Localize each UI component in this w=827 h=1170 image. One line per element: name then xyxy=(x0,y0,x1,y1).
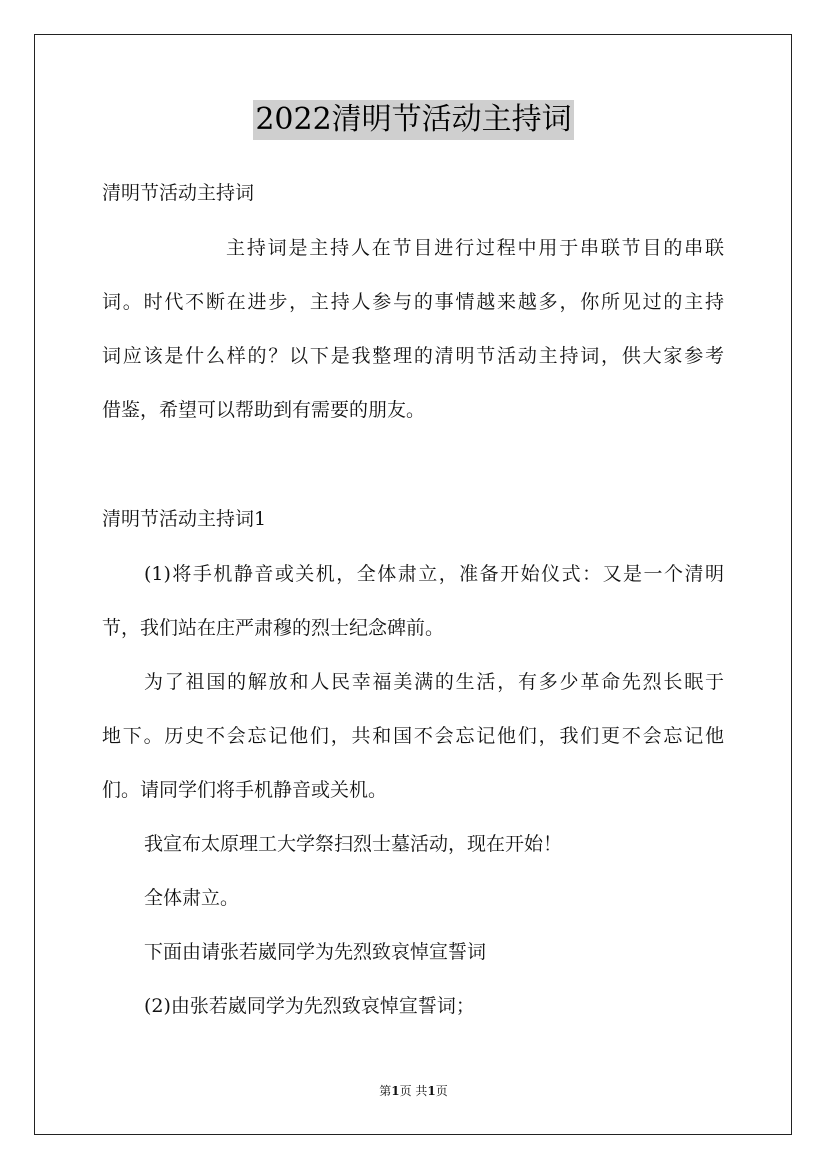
footer-page-number: 1 xyxy=(391,1084,400,1098)
paragraph-line: (2)由张若崴同学为先烈致哀悼宣誓词； xyxy=(144,995,475,1017)
paragraph-line: 节，我们站在庄严肃穆的烈士纪念碑前。 xyxy=(102,617,445,639)
footer-prefix: 第 xyxy=(379,1084,392,1098)
intro-line: 主持词是主持人在节目进行过程中用于串联节目的串联 xyxy=(226,237,724,259)
paragraph-line: (1)将手机静音或关机，全体肃立，准备开始仪式：又是一个清明 xyxy=(144,563,724,585)
intro-line: 词。时代不断在进步，主持人参与的事情越来越多，你所见过的主持 xyxy=(102,291,724,313)
paragraph-line: 我宣布太原理工大学祭扫烈士墓活动，现在开始！ xyxy=(144,833,563,855)
footer-suffix: 页 xyxy=(435,1084,448,1098)
document-title: 2022清明节活动主持词 xyxy=(253,100,573,140)
paragraph-line: 地下。历史不会忘记他们，共和国不会忘记他们，我们更不会忘记他 xyxy=(102,725,724,747)
intro-line: 词应该是什么样的？以下是我整理的清明节活动主持词，供大家参考 xyxy=(102,345,724,367)
section-heading: 清明节活动主持词 xyxy=(102,182,255,204)
footer-mid: 页 共 xyxy=(399,1084,428,1098)
page-footer xyxy=(0,1083,827,1099)
footer-total-pages: 1 xyxy=(427,1084,436,1098)
paragraph-line: 们。请同学们将手机静音或关机。 xyxy=(102,779,388,801)
paragraph-line: 全体肃立。 xyxy=(144,887,240,909)
paragraph-line: 下面由请张若崴同学为先烈致哀悼宣誓词 xyxy=(144,941,487,963)
paragraph-line: 为了祖国的解放和人民幸福美满的生活，有多少革命先烈长眠于 xyxy=(144,671,724,693)
intro-line: 借鉴，希望可以帮助到有需要的朋友。 xyxy=(102,399,426,421)
title-container xyxy=(0,100,827,140)
sub-heading: 清明节活动主持词1 xyxy=(102,508,267,530)
